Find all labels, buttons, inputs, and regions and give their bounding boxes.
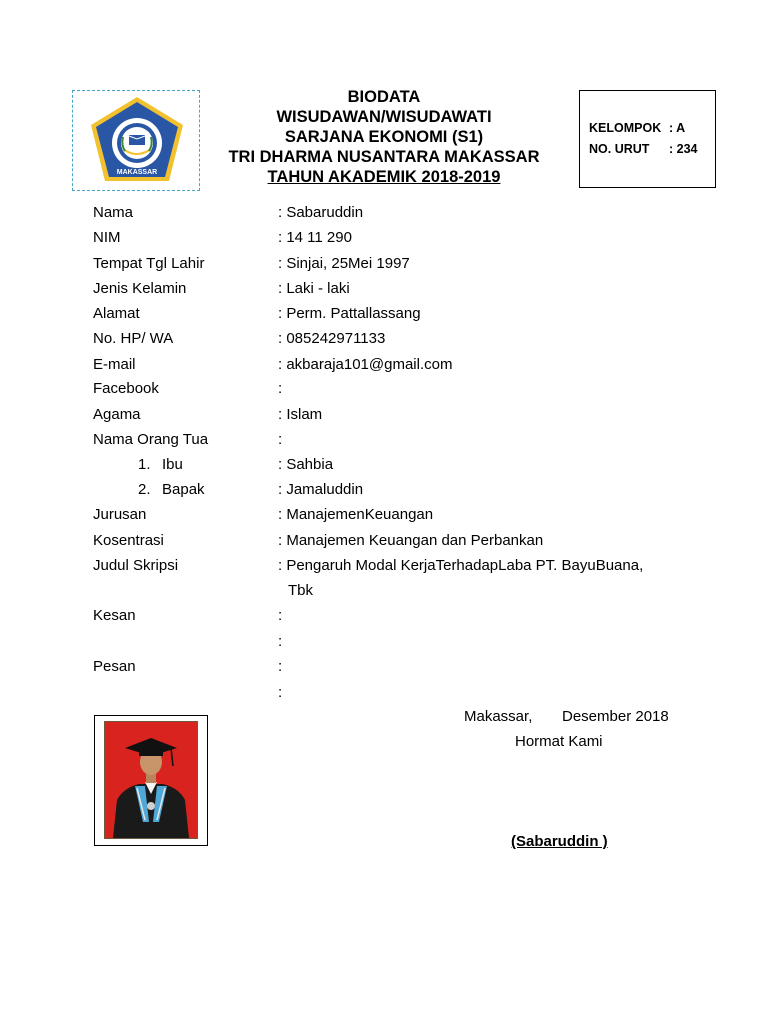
field-value-orang-tua: : [278,431,283,448]
kelompok-label: KELOMPOK [589,121,662,135]
graduate-portrait-icon [105,722,197,838]
field-label-alamat: Alamat [93,305,140,322]
field-value-alamat: : Perm. Pattallassang [278,305,421,322]
field-label-kesan: Kesan [93,607,136,624]
field-value-jenis-kelamin: : Laki - laki [278,280,350,297]
no-urut-label: NO. URUT [589,142,650,156]
field-value-agama: : Islam [278,406,323,423]
signature-date: Desember 2018 [562,708,669,725]
field-value-ibu: : Sahbia [278,456,334,473]
header-line-4: TRI DHARMA NUSANTARA MAKASSAR [228,148,540,166]
field-value-kesan: : [278,607,283,624]
field-value-judul-skripsi-cont: Tbk [288,582,314,599]
header-line-1: BIODATA [347,88,421,106]
field-label-email: E-mail [93,356,136,373]
field-label-nama: Nama [93,204,134,221]
college-logo-icon [87,95,187,185]
field-num-ibu: 1. [138,456,151,473]
field-value-pesan: : [278,658,283,675]
field-label-agama: Agama [93,406,141,423]
signature-closing: Hormat Kami [515,733,603,750]
field-label-pesan: Pesan [93,658,136,675]
header-line-3: SARJANA EKONOMI (S1) [284,128,484,146]
header-line-5: TAHUN AKADEMIK 2018-2019 [267,168,501,186]
field-label-ttl: Tempat Tgl Lahir [93,255,205,272]
group-info-box [579,90,716,188]
field-label-judul-skripsi: Judul Skripsi [93,557,179,574]
signature-name: (Sabaruddin ) [511,833,608,850]
field-value-bapak: : Jamaluddin [278,481,364,498]
logo-box [72,90,200,191]
field-value-pesan-2: : [278,684,283,701]
field-label-jenis-kelamin: Jenis Kelamin [93,280,187,297]
signature-place: Makassar, [464,708,533,725]
field-value-kesan-2: : [278,633,283,650]
field-value-hp: : 085242971133 [278,330,386,347]
field-label-nim: NIM [93,229,121,246]
photo-frame [94,715,208,846]
graduate-photo [104,721,198,839]
field-value-judul-skripsi: : Pengaruh Modal KerjaTerhadapLaba PT. BayuBuana, [278,557,644,574]
field-label-facebook: Facebook [93,380,159,397]
field-label-konsentrasi: Kosentrasi [93,532,164,549]
field-label-jurusan: Jurusan [93,506,147,523]
field-value-nama: : Sabaruddin [278,204,364,221]
header-line-2: WISUDAWAN/WISUDAWATI [276,108,492,126]
field-value-nim: : 14 11 290 [278,229,352,246]
field-value-konsentrasi: : Manajemen Keuangan dan Perbankan [278,532,544,549]
field-value-jurusan: : ManajemenKeuangan [278,506,434,523]
field-num-bapak: 2. [138,481,151,498]
svg-text:MAKASSAR: MAKASSAR [116,169,158,176]
field-value-ttl: : Sinjai, 25Mei 1997 [278,255,410,272]
kelompok-value: : A [669,121,686,135]
field-value-email: : akbaraja101@gmail.com [278,356,453,373]
field-label-hp: No. HP/ WA [93,330,174,347]
no-urut-value: : 234 [669,142,698,156]
field-label-orang-tua: Nama Orang Tua [93,431,209,448]
field-label-bapak: Bapak [162,481,205,498]
field-label-ibu: Ibu [162,456,183,473]
document-header [200,87,568,187]
field-value-facebook: : [278,380,283,397]
